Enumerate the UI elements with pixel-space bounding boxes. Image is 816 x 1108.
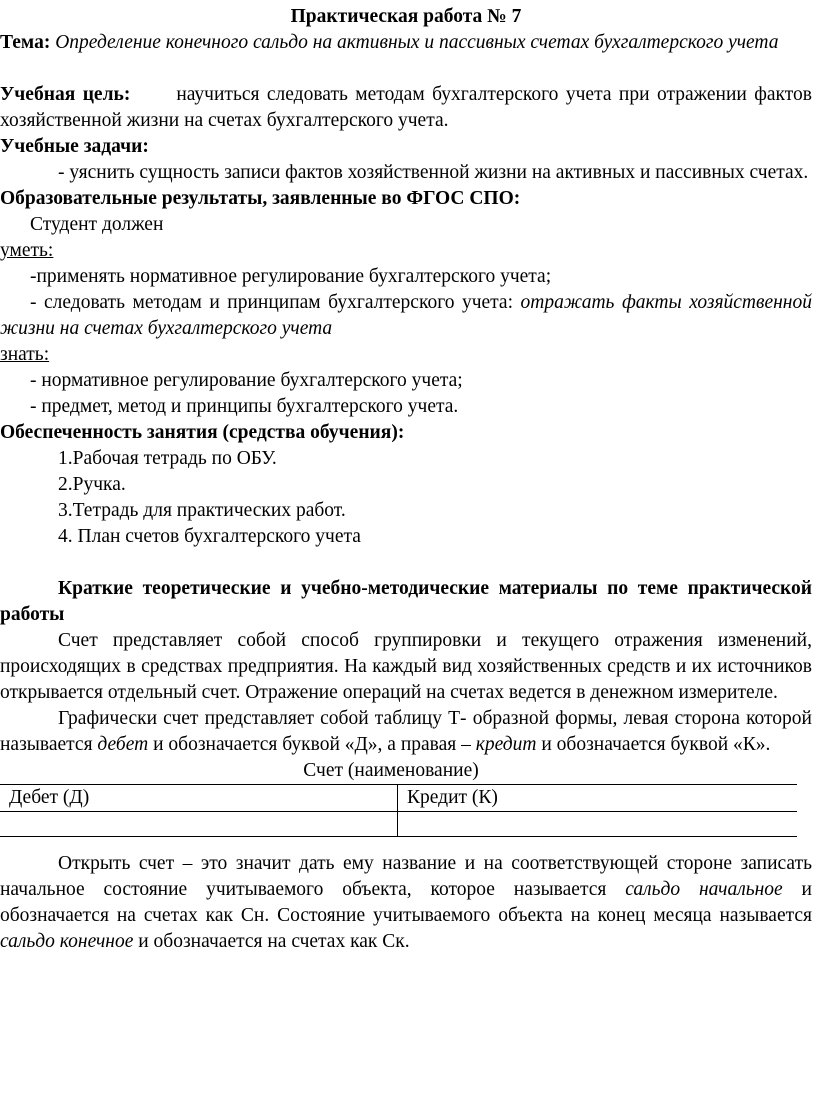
term-credit: кредит bbox=[475, 734, 537, 755]
table-row bbox=[0, 812, 797, 837]
paragraph-text: Открыть счет – это значит дать ему название и на соответствующей стороне записать начальное состояние учитываемого объекта, которое называется bbox=[0, 853, 812, 900]
spacer bbox=[0, 56, 812, 82]
term-debit: дебет bbox=[97, 734, 149, 755]
topic-text: Определение конечного сальдо на активных и пассивных счетах бухгалтерского учета bbox=[55, 32, 779, 53]
goal-line bbox=[0, 82, 812, 134]
paragraph-text: и обозначается буквой «К». bbox=[536, 734, 771, 755]
goal-text: научиться следовать методам бухгалтерского учета при отражении фактов хозяйственной жизни на счетах бухгалтерского учета. bbox=[0, 84, 812, 131]
topic-label: Тема: bbox=[0, 32, 51, 53]
debit-cell bbox=[0, 812, 398, 837]
equipment-item: 3.Тетрадь для практических работ. bbox=[58, 500, 346, 521]
equipment-item: 1.Рабочая тетрадь по ОБУ. bbox=[58, 448, 277, 469]
knowledge-label: знать: bbox=[0, 344, 50, 365]
page-title: Практическая работа № 7 bbox=[290, 6, 522, 27]
paragraph-text: Графически счет представляет собой таблицу Т- образной формы, левая сторона которой называется bbox=[0, 708, 812, 755]
knowledge-2: - предмет, метод и принципы бухгалтерского учета. bbox=[30, 396, 459, 417]
skill-2-italic: отражать факты хозяйственной жизни на счетах бухгалтерского учета bbox=[0, 292, 812, 339]
equipment-item: 4. План счетов бухгалтерского учета bbox=[58, 526, 361, 547]
equipment-label: Обеспеченность занятия (средства обучения): bbox=[0, 422, 405, 443]
account-table-caption: Счет (наименование) bbox=[303, 760, 479, 781]
account-t-table bbox=[0, 784, 797, 837]
topic-line bbox=[0, 30, 812, 56]
debit-header: Дебет (Д) bbox=[0, 785, 398, 812]
paragraph-text: и обозначается на счетах как Сн. Состояние учитываемого объекта на конец месяца называется bbox=[0, 879, 812, 926]
theory-heading: Краткие теоретические и учебно-методические материалы по теме практической работы bbox=[0, 578, 812, 625]
term-saldo-end: сальдо конечное bbox=[0, 931, 134, 952]
spacer bbox=[0, 837, 812, 851]
table-row bbox=[0, 785, 797, 812]
credit-header: Кредит (К) bbox=[398, 785, 798, 812]
results-label: Образовательные результаты, заявленные во ФГОС СПО: bbox=[0, 188, 521, 209]
tasks-item: - уяснить сущность записи фактов хозяйственной жизни на активных и пассивных счетах. bbox=[58, 162, 809, 183]
skill-2-text: - следовать методам и принципам бухгалтерского учета: bbox=[30, 292, 521, 313]
goal-label: Учебная цель: bbox=[0, 84, 131, 105]
tasks-label: Учебные задачи: bbox=[0, 136, 149, 157]
student-line: Студент должен bbox=[30, 214, 164, 235]
theory-paragraph-3 bbox=[0, 851, 812, 955]
spacer bbox=[0, 550, 812, 576]
equipment-item: 2.Ручка. bbox=[58, 474, 126, 495]
paragraph-text: и обозначается на счетах как Ск. bbox=[133, 931, 410, 952]
theory-paragraph-2 bbox=[0, 706, 812, 758]
skill-1: -применять нормативное регулирование бухгалтерского учета; bbox=[30, 266, 552, 287]
paragraph-text: и обозначается буквой «Д», а правая – bbox=[148, 734, 476, 755]
document-page bbox=[0, 4, 812, 955]
knowledge-1: - нормативное регулирование бухгалтерского учета; bbox=[30, 370, 463, 391]
credit-cell bbox=[398, 812, 798, 837]
theory-paragraph-1: Счет представляет собой способ группировки и текущего отражения изменений, происходящих в средствах предприятия. На каждый вид хозяйственных средств и их источников открывается отдельный счет. Отражение операций на счетах ведется в денежном измерителе. bbox=[0, 630, 812, 703]
skills-label: уметь: bbox=[0, 240, 54, 261]
skill-2 bbox=[0, 290, 812, 342]
term-saldo-start: сальдо начальное bbox=[625, 879, 783, 900]
